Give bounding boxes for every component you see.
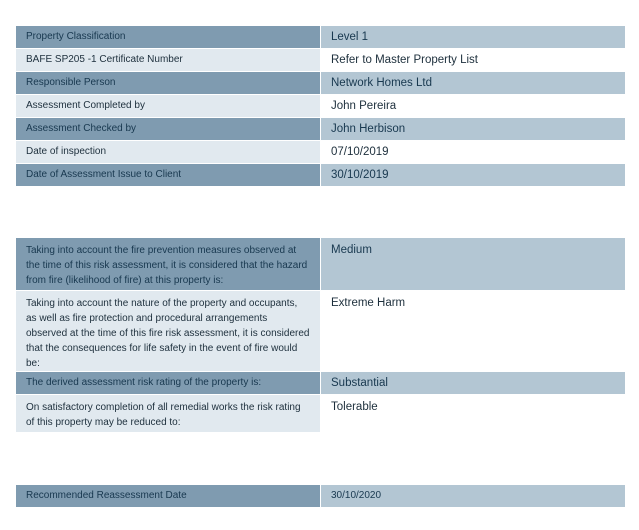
assessment-completed-by-label: Assessment Completed by bbox=[16, 95, 321, 117]
consequences-value: Extreme Harm bbox=[321, 291, 625, 371]
property-details-table bbox=[16, 26, 625, 186]
table-row bbox=[16, 72, 625, 95]
table-row bbox=[16, 49, 625, 72]
table-row bbox=[16, 118, 625, 141]
assessment-checked-by-label: Assessment Checked by bbox=[16, 118, 321, 140]
table-row bbox=[16, 372, 625, 395]
property-classification-value: Level 1 bbox=[321, 26, 625, 48]
hazard-from-fire-label: Taking into account the fire prevention measures observed at the time of this risk assessment, it is considered that the hazard from fire (likelihood of fire) at this property is: bbox=[16, 238, 321, 290]
reduced-risk-rating-value: Tolerable bbox=[321, 395, 625, 432]
table-row bbox=[16, 238, 625, 291]
responsible-person-label: Responsible Person bbox=[16, 72, 321, 94]
reduced-risk-rating-label: On satisfactory completion of all remedial works the risk rating of this property may be reduced to: bbox=[16, 395, 321, 432]
derived-risk-rating-label: The derived assessment risk rating of the property is: bbox=[16, 372, 321, 394]
table-row bbox=[16, 485, 625, 507]
date-of-inspection-label: Date of inspection bbox=[16, 141, 321, 163]
derived-risk-rating-value: Substantial bbox=[321, 372, 625, 394]
certificate-number-label: BAFE SP205 -1 Certificate Number bbox=[16, 49, 321, 71]
table-row bbox=[16, 291, 625, 372]
table-row bbox=[16, 164, 625, 186]
issue-date-label: Date of Assessment Issue to Client bbox=[16, 164, 321, 186]
date-of-inspection-value: 07/10/2019 bbox=[321, 141, 625, 163]
reassessment-date-label: Recommended Reassessment Date bbox=[16, 485, 321, 507]
reassessment-date-value: 30/10/2020 bbox=[321, 485, 625, 507]
assessment-completed-by-value: John Pereira bbox=[321, 95, 625, 117]
hazard-from-fire-value: Medium bbox=[321, 238, 625, 290]
reassessment-table bbox=[16, 485, 625, 507]
table-row bbox=[16, 141, 625, 164]
certificate-number-value: Refer to Master Property List bbox=[321, 49, 625, 71]
responsible-person-value: Network Homes Ltd bbox=[321, 72, 625, 94]
consequences-label: Taking into account the nature of the property and occupants, as well as fire protection and procedural arrangements observed at the time of this fire risk assessment, it is considered that the consequences for life safety in the event of fire would be: bbox=[16, 291, 321, 371]
issue-date-value: 30/10/2019 bbox=[321, 164, 625, 186]
table-row bbox=[16, 26, 625, 49]
table-row bbox=[16, 95, 625, 118]
risk-assessment-table bbox=[16, 238, 625, 432]
assessment-checked-by-value: John Herbison bbox=[321, 118, 625, 140]
table-row bbox=[16, 395, 625, 432]
property-classification-label: Property Classification bbox=[16, 26, 321, 48]
